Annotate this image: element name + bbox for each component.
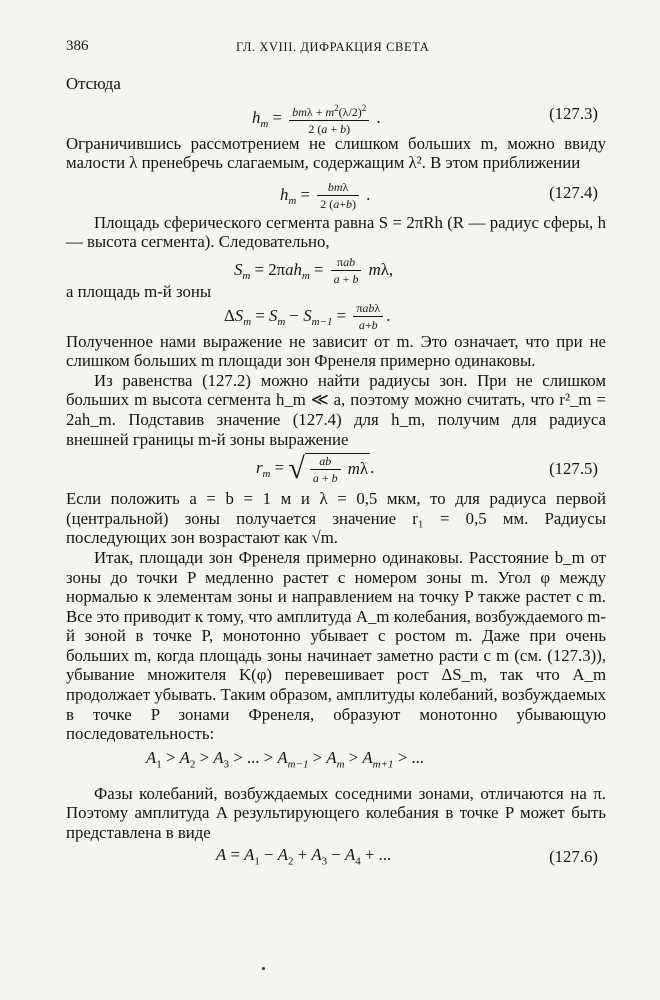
text-zone-area-intro: а площадь m-й зоны bbox=[66, 281, 212, 301]
fraction: $\frac{\text{bmλ}}{2 (a+b)}$ bbox=[317, 181, 359, 211]
fraction: $\frac{bm\lambda + m^2(\lambda/2)^2}{2 (a + b)}$ bbox=[289, 102, 369, 136]
text-paragraph-segment-area: Площадь сферического сегмента равна S = 2πRh (R — радиус сферы, h — высота сегмента). Следовательно, bbox=[66, 212, 606, 252]
equation-127-5: $r_m$ = √ $\frac{ab}{a + b}$ mλ . bbox=[256, 452, 375, 486]
equation-sm: $S_m = 2\pi ah_m$ = $\frac{\text{πab}}{a + b}$ mλ, bbox=[234, 254, 394, 286]
equation-number-127-4: (127.4) bbox=[549, 182, 598, 202]
equation-number-127-6: (127.6) bbox=[549, 846, 598, 866]
fraction: $\frac{\text{πabλ}}{a+b}$ bbox=[353, 302, 383, 332]
running-head: ГЛ. XVIII. ДИФРАКЦИЯ СВЕТА bbox=[236, 40, 430, 54]
equation-127-6: $A = A_1 - A_2 + A_3 - A_4$ + ... bbox=[216, 844, 392, 867]
page-header bbox=[66, 38, 608, 60]
text-paragraph-independent: Полученное нами выражение не зависит от m. Это означает, что при не слишком больших m площади зон Френеля примерно одинаковы. bbox=[66, 331, 606, 371]
equation-127-3: $h_m$ = $\frac{bm\lambda + m^2(\lambda/2)^2}{2 (a + b)}$ . bbox=[252, 102, 381, 136]
equation-127-3-row bbox=[66, 94, 606, 134]
text-otsyuda: Отсюда bbox=[66, 74, 121, 93]
equation-number-127-3: (127.3) bbox=[549, 103, 598, 123]
page-number: 386 bbox=[66, 38, 89, 54]
fraction: $\frac{ab}{a + b}$ bbox=[310, 455, 341, 485]
print-speck bbox=[262, 967, 265, 970]
text-paragraph-approx: Ограничившись рассмотрением не слишком больших m, можно ввиду малости λ пренебречь слагаемым, содержащим λ². В этом приближении bbox=[66, 133, 606, 173]
equation-127-4-row bbox=[66, 173, 606, 213]
equation-sm-row bbox=[66, 252, 606, 286]
fraction: $\frac{\text{πab}}{a + b}$ bbox=[331, 256, 362, 286]
equation-number-127-5: (127.5) bbox=[549, 459, 598, 479]
text-paragraph-phases: Фазы колебаний, возбуждаемых соседними зонами, отличаются на π. Поэтому амплитуда A результирующего колебания в точке P может быть представлена в виде bbox=[66, 783, 606, 843]
text-paragraph-example: Если положить a = b = 1 м и λ = 0,5 мкм, то для радиуса первой (центральной) зоны получается значение r₁ = 0,5 мм. Радиусы последующих зон возрастают как √m. bbox=[66, 489, 606, 548]
text-paragraph-radii: Из равенства (127.2) можно найти радиусы зон. При не слишком больших m высота сегмента h_m ≪ a, поэтому можно считать, что r²_m = 2ah_m. Подставив значение (127.4) для h_m, получим для радиуса внешней границы m-й зоны выражение bbox=[66, 370, 606, 449]
equation-127-4: $h_m$ = $\frac{\text{bmλ}}{2 (a+b)}$ . bbox=[280, 179, 371, 211]
equation-127-5-row bbox=[66, 449, 606, 489]
text-paragraph-amplitudes: Итак, площади зон Френеля примерно одинаковы. Расстояние b_m от зоны до точки P медленно растет с номером зоны m. Угол φ между нормалью к элементам зоны и направлением на точку P также растет с m. Все это приводит к тому, что амплитуда A_m колебания, возбуждаемого m-й зоной в точке P, монотонно убывает с ростом m. Даже при очень больших m, когда площадь зоны начинает заметно расти с m (см. (127.3)), убывание множителя K(φ) перевешивает рост ΔS_m, так что A_m продолжает убывать. Таким образом, амплитуды колебаний, возбуждаемых в точке P зонами Френеля, образуют монотонно убывающую последовательность: bbox=[66, 547, 606, 744]
equation-delta-sm-row bbox=[66, 302, 606, 332]
equation-amplitude-sequence: $A_1 > A_2 > A_3$ > ... > $A_{m-1} > A_m > A_{m+1}$ > ... bbox=[146, 747, 424, 771]
equation-127-6-row bbox=[66, 843, 606, 873]
equation-delta-sm: $\Delta S_m = S_m - S_{m-1}$ = $\frac{\text{πabλ}}{a+b}$ . bbox=[224, 300, 391, 332]
equation-amplitude-sequence-row bbox=[66, 744, 606, 774]
text-body bbox=[66, 74, 606, 873]
